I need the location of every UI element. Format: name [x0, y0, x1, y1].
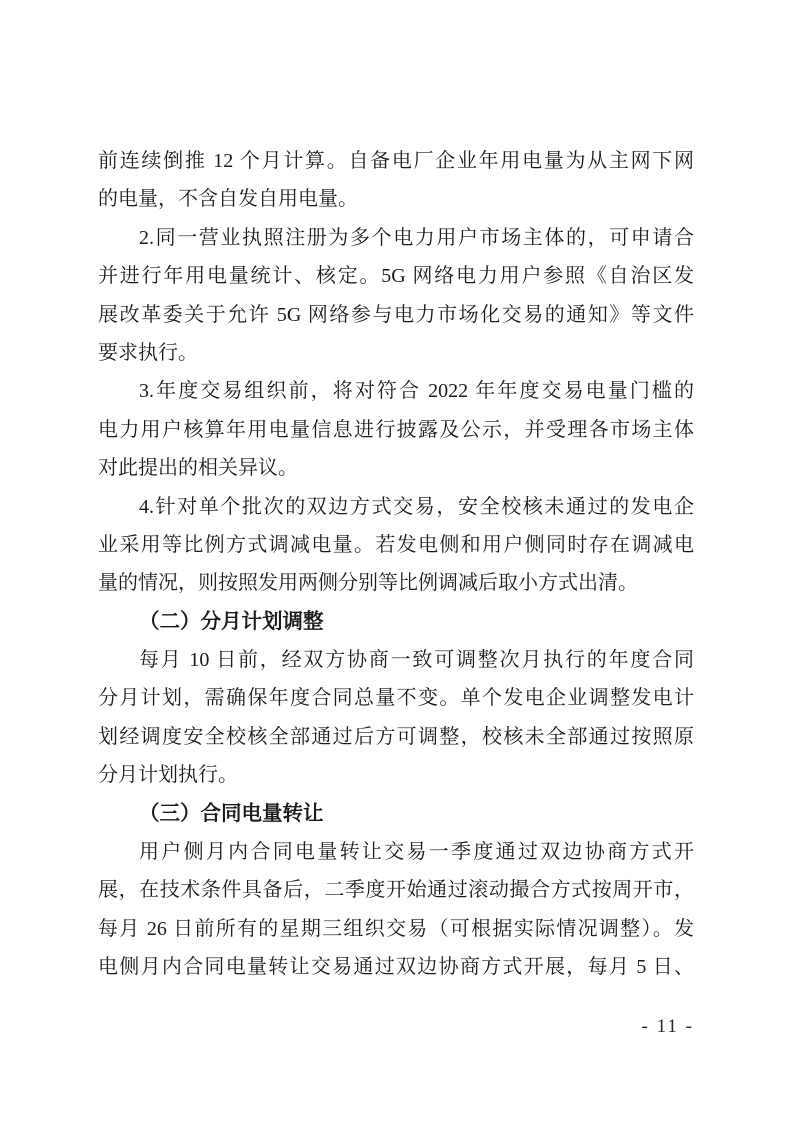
text-line: 2.同一营业执照注册为多个电力用户市场主体的，可申请合 [139, 226, 694, 249]
text-line: 4.针对单个批次的双边方式交易，安全校核未通过的发电企 [139, 495, 694, 518]
text-line: 电侧月内合同电量转让交易通过双边协商方式开展，每月 5 日、 [98, 956, 694, 979]
text-line: 每月 10 日前，经双方协商一致可调整次月执行的年度合同 [139, 649, 694, 672]
text-line: 每月 26 日前所有的星期三组织交易（可根据实际情况调整）。发 [98, 917, 694, 940]
text-line: 展，在技术条件具备后，二季度开始通过滚动撮合方式按周开市， [98, 879, 694, 902]
text-line: 并进行年用电量统计、核定。5G 网络电力用户参照《自治区发 [98, 265, 694, 288]
text-line: 用户侧月内合同电量转让交易一季度通过双边协商方式开 [139, 841, 694, 864]
page-footer [98, 1016, 694, 1038]
text-line: 的电量，不含自发自用电量。 [98, 188, 358, 211]
text-line: 分月计划执行。 [98, 764, 238, 787]
text-line: 3.年度交易组织前，将对符合 2022 年年度交易电量门槛的 [139, 380, 694, 403]
text-line: 划经调度安全校核全部通过后方可调整，校核未全部通过按照原 [98, 725, 694, 748]
text-line: 展改革委关于允许 5G 网络参与电力市场化交易的通知》等文件 [98, 303, 694, 326]
text-line: 分月计划，需确保年度合同总量不变。单个发电企业调整发电计 [98, 687, 694, 710]
text-line: 业采用等比例方式调减电量。若发电侧和用户侧同时存在调减电 [98, 533, 694, 556]
section-heading: （二）分月计划调整 [139, 610, 324, 633]
text-line: 要求执行。 [98, 341, 198, 364]
text-line: 量的情况，则按照发用两侧分别等比例调减后取小方式出清。 [98, 572, 638, 595]
section-heading: （三）合同电量转让 [139, 802, 324, 825]
page-number: - 11 - [641, 1016, 694, 1037]
document-body [98, 142, 694, 987]
text-line: 电力用户核算年用电量信息进行披露及公示，并受理各市场主体 [98, 418, 694, 441]
text-line: 对此提出的相关异议。 [98, 457, 298, 480]
text-line: 前连续倒推 12 个月计算。自备电厂企业年用电量为从主网下网 [98, 150, 694, 172]
